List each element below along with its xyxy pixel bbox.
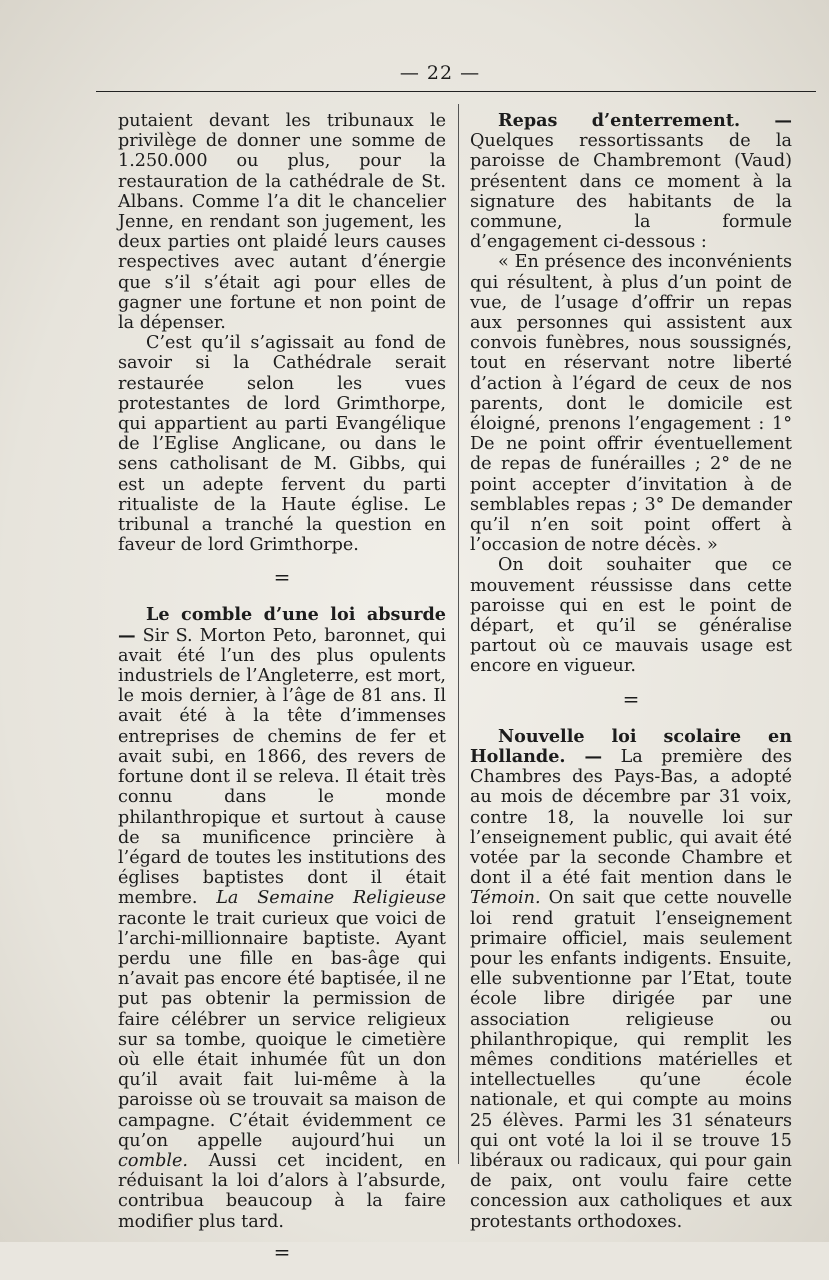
article-2-paragraph [118, 605, 446, 1231]
article-1-paragraph-2: C’est qu’il s’agissait au fond de savoir si la Cathédrale serait restaurée selon les vues protestantes de lord Grimthorpe, qui appartient au parti Evangélique de l’Eglise Anglicane, ou dans le sens catholisant de M. Gibbs, qui est un adepte fervent du parti ritualiste de la Haute église. Le tribunal a tranché la question en faveur de lord Grimthorpe. [118, 333, 446, 556]
article-2-text-b: raconte le trait curieux que voici de l’archi-millionnaire baptiste. Ayant perdu une fille en bas-âge qui n’avait pas encore été baptisée, il ne put pas obtenir la permission de faire célébrer un service religieux sur sa tombe, quoique le cimetière où elle était inhumée fût un don qu’il avait fait lui-même à la paroisse où se trouvait sa maison de campagne. C’était évidemment ce qu’on appelle aujourd’hui un [118, 908, 446, 1151]
article-4-title: Nouvelle loi scolaire en Hollande. — [470, 725, 792, 767]
right-column [470, 111, 792, 1232]
article-4-text-a: La première des Chambres des Pays-Bas, a adopté au mois de décembre par 31 voix, contre 18, la nouvelle loi sur l’enseignement public, qui avait été votée par la seconde Chambre et dont il a été fait mention dans le [470, 746, 792, 889]
article-2-italic-publication: La Semaine Religieuse [216, 888, 446, 909]
article-4-italic-temoin: Témoin. [470, 888, 541, 909]
page-number: — 22 — [399, 62, 481, 84]
article-1-continuation: putaient devant les tribunaux le privilège de donner une somme de 1.250.000 ou plus, pour la restauration de la cathédrale de St. Albans. Comme l’a dit le chancelier Jenne, en rendant son jugement, les deux parties ont plaidé leurs causes respectives avec autant d’énergie que s’il s’était agi pour elles de gagner une fortune et non point de la dépenser. [118, 111, 446, 334]
article-3-quote: « En présence des inconvénients qui résultent, à plus d’un point de vue, de l’usage d’offrir un repas aux personnes qui assistent aux convois funèbres, nous soussignés, tout en réservant notre liberté d’action à l’égard de ceux de nos parents, dont le domicile est éloigné, prenons l’engagement : 1° De ne point offrir éventuellement de repas de funérailles ; 2° de ne point accepter d’invitation à de semblables repas ; 3° De demander qu’il n’en soit point offert à l’occasion de notre décès. » [470, 252, 792, 556]
article-2-title: Le comble d’une loi absurde — [118, 604, 446, 646]
header-rule [96, 91, 816, 92]
article-3-paragraph-3: On doit souhaiter que ce mouvement réussisse dans cette paroisse qui en est le point de départ, et qu’il se généralise partout où ce mauvais usage est encore en vigueur. [470, 555, 792, 677]
article-2-italic-comble: comble. [118, 1150, 189, 1171]
bottom-separator: = [273, 1239, 291, 1264]
article-2-text-c: Aussi cet incident, en réduisant la loi d’alors à l’absurde, contribua beaucoup à la faire modifier plus tard. [118, 1150, 446, 1232]
article-4-paragraph [470, 727, 792, 1232]
article-3-paragraph-1 [470, 111, 792, 252]
article-3-text: Quelques ressortissants de la paroisse de Chambremont (Vaud) présentent dans ce moment à la signature des habitants de la commune, la formule d’engagement ci-dessous : [470, 131, 792, 253]
section-separator: = [273, 565, 291, 590]
article-2-text-a: Sir S. Morton Peto, baronnet, qui avait été l’un des plus opulents industriels de l’Angleterre, est mort, le mois dernier, à l’âge de 81 ans. Il avait été à la tête d’immenses entreprises de chemins de fer et avait subi, en 1866, des revers de fortune dont il se releva. Il était très connu dans le monde philanthropique et surtout à cause de sa munificence princière à l’égard de toutes les institutions des églises baptistes dont il était membre. [118, 625, 446, 909]
article-3-title: Repas d’enterrement. — [498, 110, 792, 131]
left-column [118, 111, 446, 1280]
section-separator: = [622, 686, 640, 711]
column-divider [458, 104, 459, 1164]
article-4-text-b: On sait que cette nouvelle loi rend gratuit l’enseignement primaire officiel, mais seulement pour les enfants indigents. Ensuite, elle subventionne par l’Etat, toute école libre dirigée par une association religieuse ou philanthropique, qui remplit les mêmes conditions matérielles et intellectuelles qu’une école nationale, et qui compte au moins 25 élèves. Parmi les 31 sénateurs qui ont voté la loi il se trouve 15 libéraux ou radicaux, qui pour gain de paix, ont voulu faire cette concession aux catholiques et aux protestants orthodoxes. [470, 888, 792, 1232]
